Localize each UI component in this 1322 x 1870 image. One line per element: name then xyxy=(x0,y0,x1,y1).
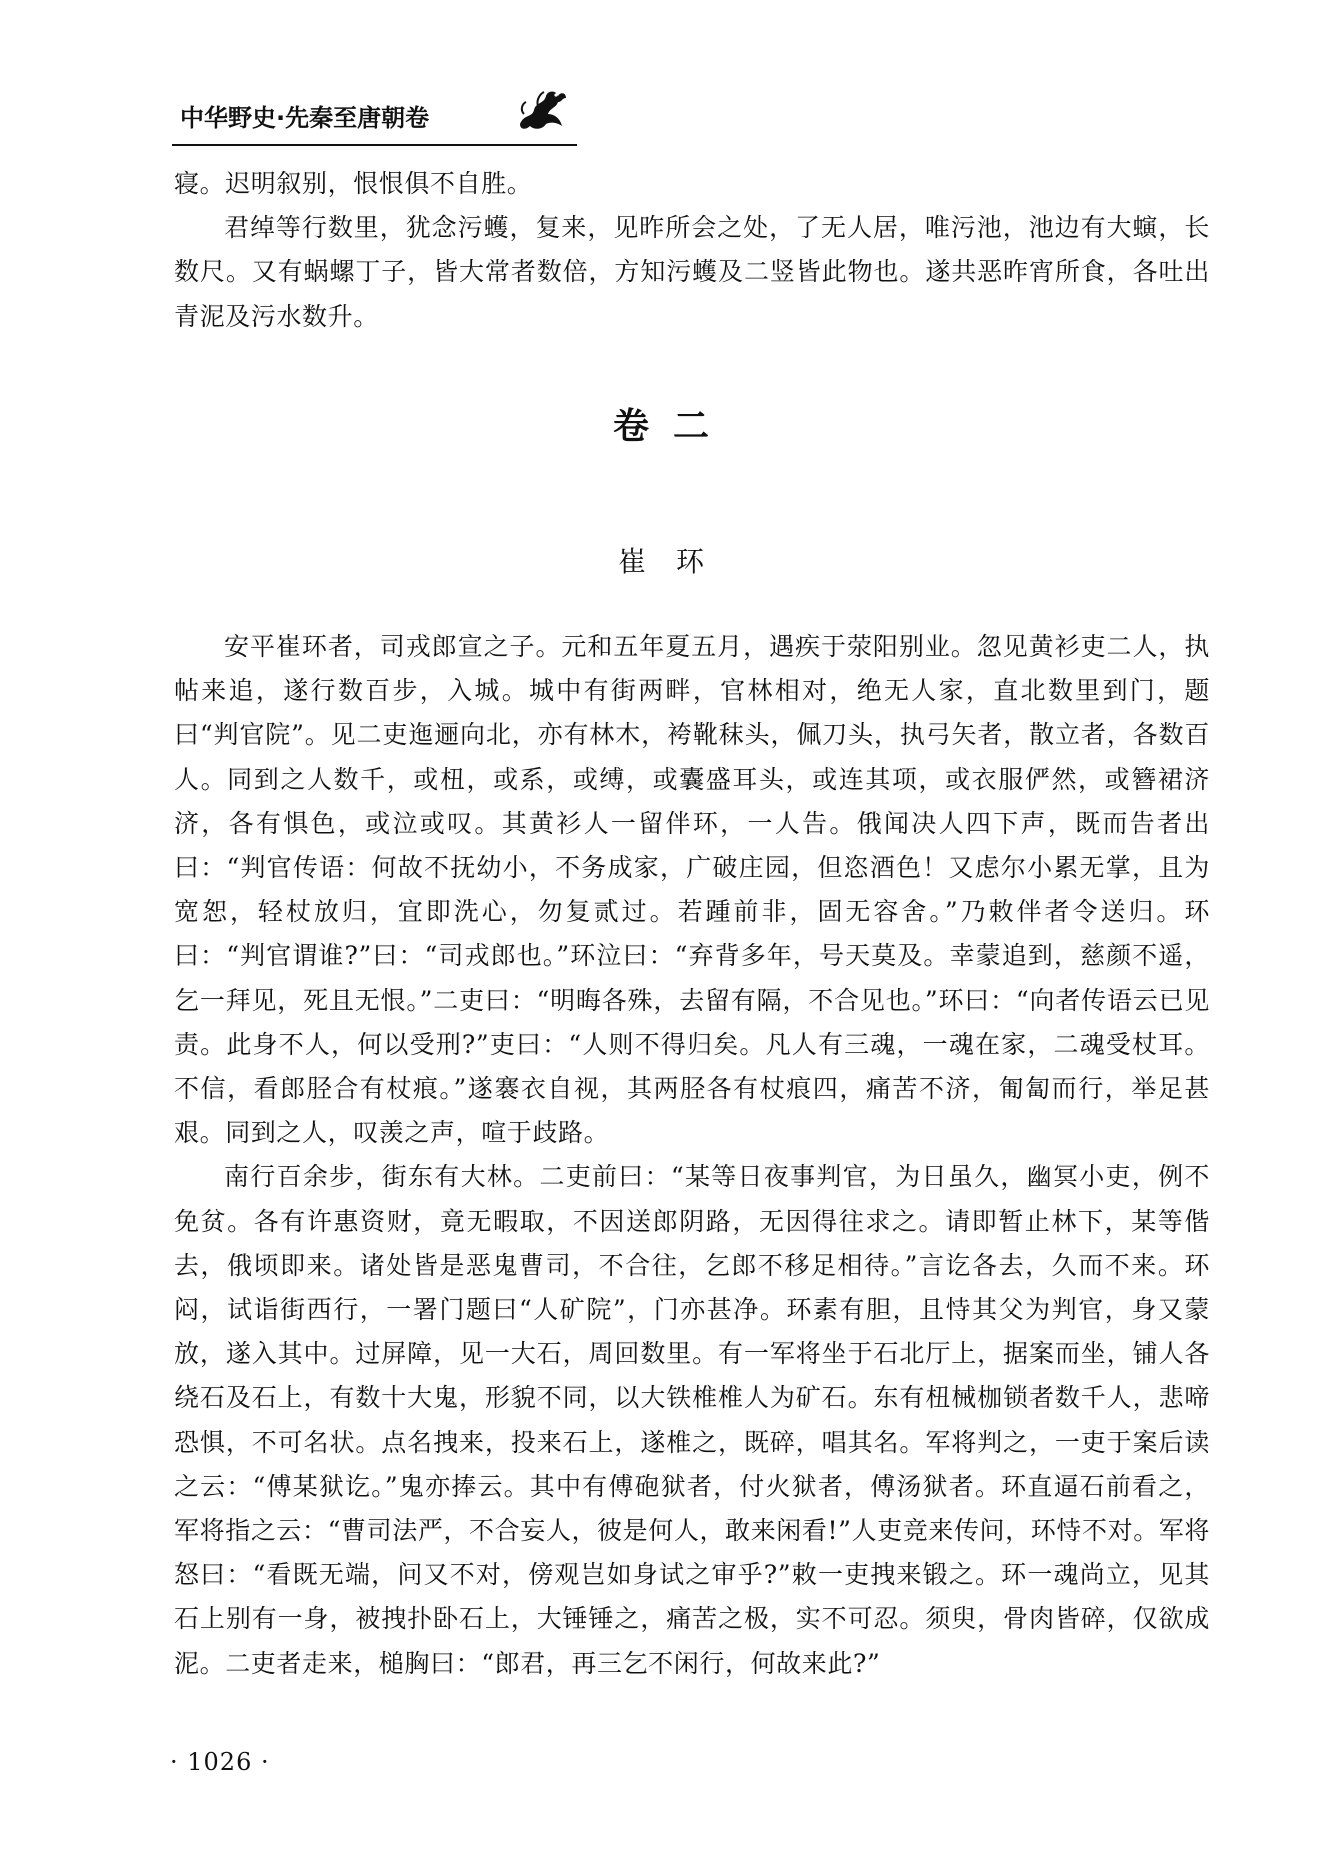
page-number: · 1026 · xyxy=(170,1748,270,1776)
dragon-emblem-icon xyxy=(512,84,572,136)
chapter-text xyxy=(174,625,1210,1686)
intro-paragraph-2: 君绰等行数里，犹念污蠖，复来，见昨所会之处，了无人居，唯污池，池边有大螾，长数尺。又有蜗螺丁子，皆大常者数倍，方知污蠖及二竖皆此物也。遂共恶昨宵所食，各吐出青泥及污水数升。 xyxy=(174,213,1210,331)
running-header xyxy=(172,84,572,144)
chapter-title: 崔环 xyxy=(617,545,734,578)
intro-text xyxy=(174,162,1210,339)
header-rule xyxy=(172,144,577,146)
chapter-paragraph-1: 安平崔环者，司戎郎宣之子。元和五年夏五月，遇疾于荥阳别业。忽见黄衫吏二人，执帖来追，遂行数百步，入城。城中有街两畔，官林相对，绝无人家，直北数里到门，题曰“判官院”。见二吏迤逦向北，亦有林木，袴靴秣头，佩刀头，执弓矢者，散立者，各数百人。同到之人数千，或杻，或系，或缚，或囊盛耳头，或连其项，或衣服俨然，或簪裙济济，各有惧色，或泣或叹。其黄衫人一留伴环，一人告。俄闻决人四下声，既而告者出曰：“判官传语：何故不抚幼小，不务成家，广破庄园，但恣酒色！又虑尔小累无掌，且为宽恕，轻杖放归，宜即洗心，勿复贰过。若踵前非，固无容舍。”乃敕伴者令送归。环曰：“判官谓谁?”曰：“司戎郎也。”环泣曰：“弃背多年，号天莫及。幸蒙追到，慈颜不遥，乞一拜见，死且无恨。”二吏曰：“明晦各殊，去留有隔，不合见也。”环曰：“向者传语云已见责。此身不人，何以受刑?”吏曰：“人则不得归矣。凡人有三魂，一魂在家，二魂受杖耳。不信，看郎胫合有杖痕。”遂褰衣自视，其两胫各有杖痕四，痛苦不济，匍匐而行，举足甚艰。同到之人，叹羡之声，喧于歧路。 xyxy=(174,632,1210,1148)
header-title: 中华野史·先秦至唐朝卷 xyxy=(180,104,430,132)
volume-title: 卷二 xyxy=(612,406,733,447)
intro-paragraph-1: 寝。迟明叙别，恨恨俱不自胜。 xyxy=(174,169,533,198)
chapter-paragraph-2: 南行百余步，街东有大林。二吏前曰：“某等日夜事判官，为日虽久，幽冥小吏，例不免贫。各有许惠资财，竟无暇取，不因送郎阴路，无因得往求之。请即暂止林下，某等偕去，俄顷即来。诸处皆是恶鬼曹司，不合往，乞郎不移足相待。”言讫各去，久而不来。环闷，试诣街西行，一署门题曰“人矿院”，门亦甚净。环素有胆，且恃其父为判官，身又蒙放，遂入其中。过屏障，见一大石，周回数里。有一军将坐于石北厅上，据案而坐，铺人各绕石及石上，有数十大鬼，形貌不同，以大铁椎椎人为矿石。东有杻械枷锁者数千人，悲啼恐惧，不可名状。点名拽来，投来石上，遂椎之，既碎，唱其名。军将判之，一吏于案后读之云：“傅某狱讫。”鬼亦捧云。其中有傅砲狱者，付火狱者，傅汤狱者。环直逼石前看之，军将指之云：“曹司法严，不合妄人，彼是何人，敢来闲看!”人吏竞来传问，环恃不对。军将怒曰：“看既无端，问又不对，傍观岂如身试之审乎?”敕一吏拽来锻之。环一魂尚立，见其石上别有一身，被拽扑卧石上，大锤锤之，痛苦之极，实不可忍。须臾，骨肉皆碎，仅欲成泥。二吏者走来，槌胸曰：“郎君，再三乞不闲行，何故来此?” xyxy=(174,1162,1210,1678)
